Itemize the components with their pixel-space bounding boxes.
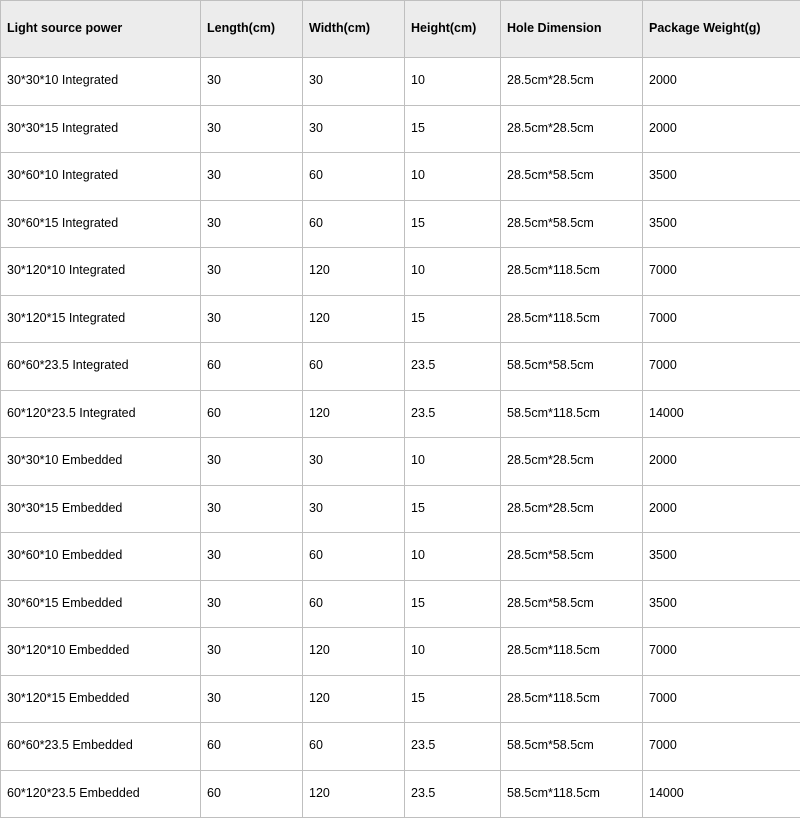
table-cell: 30 bbox=[303, 105, 405, 153]
table-row bbox=[1, 105, 800, 153]
cell-light-source-power: 60*120*23.5 Embedded bbox=[1, 770, 201, 818]
table-cell: 23.5 bbox=[405, 343, 501, 391]
table-cell: 30 bbox=[201, 248, 303, 296]
table-cell: 60 bbox=[303, 200, 405, 248]
table-cell: 30 bbox=[201, 485, 303, 533]
table-cell: 30 bbox=[201, 105, 303, 153]
column-header: Hole Dimension bbox=[501, 1, 643, 58]
table-cell: 60 bbox=[201, 390, 303, 438]
table-cell: 58.5cm*58.5cm bbox=[501, 343, 643, 391]
cell-light-source-power: 30*120*15 Integrated bbox=[1, 295, 201, 343]
table-cell: 120 bbox=[303, 628, 405, 676]
table-cell: 60 bbox=[201, 770, 303, 818]
table-cell: 120 bbox=[303, 248, 405, 296]
table-cell: 10 bbox=[405, 58, 501, 106]
cell-light-source-power: 30*60*10 Integrated bbox=[1, 153, 201, 201]
table-cell: 10 bbox=[405, 533, 501, 581]
table-cell: 28.5cm*118.5cm bbox=[501, 628, 643, 676]
table-cell: 2000 bbox=[643, 105, 800, 153]
table-cell: 58.5cm*58.5cm bbox=[501, 723, 643, 771]
table-cell: 15 bbox=[405, 295, 501, 343]
column-header: Length(cm) bbox=[201, 1, 303, 58]
table-cell: 60 bbox=[303, 723, 405, 771]
table-cell: 120 bbox=[303, 390, 405, 438]
table-cell: 14000 bbox=[643, 390, 800, 438]
cell-light-source-power: 60*60*23.5 Integrated bbox=[1, 343, 201, 391]
table-cell: 28.5cm*28.5cm bbox=[501, 58, 643, 106]
table-cell: 14000 bbox=[643, 770, 800, 818]
table-cell: 30 bbox=[201, 533, 303, 581]
table-row bbox=[1, 580, 800, 628]
table-cell: 15 bbox=[405, 580, 501, 628]
table-header bbox=[1, 1, 800, 58]
table-row bbox=[1, 533, 800, 581]
cell-light-source-power: 30*120*15 Embedded bbox=[1, 675, 201, 723]
table-cell: 7000 bbox=[643, 295, 800, 343]
table-cell: 28.5cm*118.5cm bbox=[501, 675, 643, 723]
table-cell: 7000 bbox=[643, 343, 800, 391]
table-cell: 30 bbox=[201, 675, 303, 723]
table-cell: 120 bbox=[303, 295, 405, 343]
cell-light-source-power: 30*30*10 Integrated bbox=[1, 58, 201, 106]
table-cell: 60 bbox=[303, 533, 405, 581]
table-cell: 10 bbox=[405, 153, 501, 201]
table-cell: 58.5cm*118.5cm bbox=[501, 770, 643, 818]
table-cell: 15 bbox=[405, 105, 501, 153]
table-row bbox=[1, 723, 800, 771]
table-cell: 23.5 bbox=[405, 390, 501, 438]
table-row bbox=[1, 343, 800, 391]
table-cell: 3500 bbox=[643, 580, 800, 628]
table-cell: 30 bbox=[201, 58, 303, 106]
table-row bbox=[1, 58, 800, 106]
table-cell: 30 bbox=[201, 200, 303, 248]
table-cell: 120 bbox=[303, 675, 405, 723]
table-body bbox=[1, 58, 800, 818]
table-cell: 60 bbox=[303, 153, 405, 201]
table-row bbox=[1, 295, 800, 343]
table-cell: 30 bbox=[201, 580, 303, 628]
table-cell: 2000 bbox=[643, 485, 800, 533]
table-cell: 30 bbox=[303, 58, 405, 106]
table-cell: 7000 bbox=[643, 248, 800, 296]
table-cell: 3500 bbox=[643, 533, 800, 581]
cell-light-source-power: 60*60*23.5 Embedded bbox=[1, 723, 201, 771]
table-cell: 28.5cm*28.5cm bbox=[501, 438, 643, 486]
cell-light-source-power: 30*60*15 Embedded bbox=[1, 580, 201, 628]
column-header: Height(cm) bbox=[405, 1, 501, 58]
table-row bbox=[1, 628, 800, 676]
table-cell: 7000 bbox=[643, 628, 800, 676]
cell-light-source-power: 60*120*23.5 Integrated bbox=[1, 390, 201, 438]
column-header: Width(cm) bbox=[303, 1, 405, 58]
table-row bbox=[1, 390, 800, 438]
column-header: Light source power bbox=[1, 1, 201, 58]
table-cell: 23.5 bbox=[405, 723, 501, 771]
table-row bbox=[1, 153, 800, 201]
table-cell: 2000 bbox=[643, 58, 800, 106]
table-cell: 2000 bbox=[643, 438, 800, 486]
table-cell: 60 bbox=[303, 343, 405, 391]
table-cell: 28.5cm*118.5cm bbox=[501, 295, 643, 343]
table-cell: 60 bbox=[201, 343, 303, 391]
table-row bbox=[1, 200, 800, 248]
cell-light-source-power: 30*30*10 Embedded bbox=[1, 438, 201, 486]
table-cell: 28.5cm*28.5cm bbox=[501, 485, 643, 533]
table-cell: 15 bbox=[405, 675, 501, 723]
table-cell: 60 bbox=[303, 580, 405, 628]
table-cell: 15 bbox=[405, 200, 501, 248]
table-cell: 120 bbox=[303, 770, 405, 818]
cell-light-source-power: 30*30*15 Embedded bbox=[1, 485, 201, 533]
table-cell: 15 bbox=[405, 485, 501, 533]
table-cell: 28.5cm*28.5cm bbox=[501, 105, 643, 153]
table-cell: 10 bbox=[405, 438, 501, 486]
table-cell: 30 bbox=[201, 153, 303, 201]
cell-light-source-power: 30*120*10 Embedded bbox=[1, 628, 201, 676]
table-cell: 60 bbox=[201, 723, 303, 771]
table-cell: 58.5cm*118.5cm bbox=[501, 390, 643, 438]
table-cell: 28.5cm*118.5cm bbox=[501, 248, 643, 296]
table-cell: 7000 bbox=[643, 675, 800, 723]
table-header-row bbox=[1, 1, 800, 58]
table-row bbox=[1, 770, 800, 818]
table-row bbox=[1, 485, 800, 533]
table-cell: 28.5cm*58.5cm bbox=[501, 580, 643, 628]
table-row bbox=[1, 675, 800, 723]
table-cell: 30 bbox=[303, 438, 405, 486]
cell-light-source-power: 30*30*15 Integrated bbox=[1, 105, 201, 153]
table-cell: 30 bbox=[201, 438, 303, 486]
cell-light-source-power: 30*60*10 Embedded bbox=[1, 533, 201, 581]
table-cell: 3500 bbox=[643, 200, 800, 248]
cell-light-source-power: 30*120*10 Integrated bbox=[1, 248, 201, 296]
table-cell: 10 bbox=[405, 628, 501, 676]
table-cell: 7000 bbox=[643, 723, 800, 771]
table-cell: 30 bbox=[303, 485, 405, 533]
table-row bbox=[1, 248, 800, 296]
table-cell: 30 bbox=[201, 628, 303, 676]
table-cell: 10 bbox=[405, 248, 501, 296]
table-cell: 28.5cm*58.5cm bbox=[501, 533, 643, 581]
table-cell: 3500 bbox=[643, 153, 800, 201]
table-cell: 28.5cm*58.5cm bbox=[501, 200, 643, 248]
cell-light-source-power: 30*60*15 Integrated bbox=[1, 200, 201, 248]
table-cell: 30 bbox=[201, 295, 303, 343]
table-row bbox=[1, 438, 800, 486]
column-header: Package Weight(g) bbox=[643, 1, 800, 58]
table-cell: 28.5cm*58.5cm bbox=[501, 153, 643, 201]
table-cell: 23.5 bbox=[405, 770, 501, 818]
